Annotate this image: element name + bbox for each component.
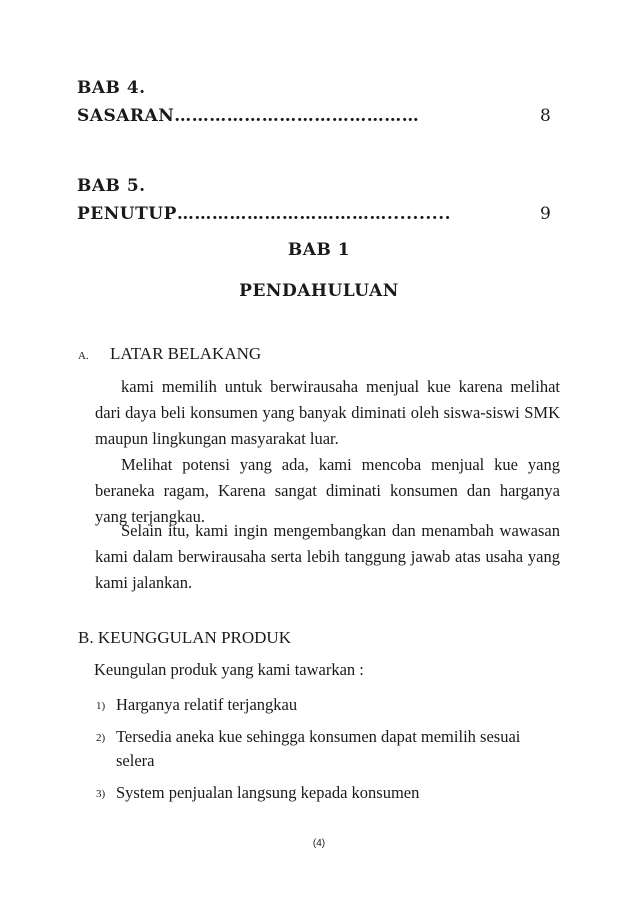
paragraph: Melihat potensi yang ada, kami mencoba menjual kue yang beraneka ragam, Karena sangat diminati konsumen dan harganya yang terjangkau. [95, 455, 560, 526]
section-b-intro: Keungulan produk yang kami tawarkan : [94, 660, 364, 679]
toc-bab5-title: PENUTUP……………………………….......... [77, 204, 452, 224]
paragraph: kami memilih untuk berwirausaha menjual kue karena melihat dari daya beli konsumen yang banyak diminati oleh siswa-siswi SMK maupun lingkungan masyarakat luar. [95, 377, 560, 448]
list-item: Tersedia aneka kue sehingga konsumen dapat memilih sesuai selera [116, 727, 521, 770]
list-item: Harganya relatif terjangkau [116, 695, 298, 714]
toc-bab5-page: 9 [540, 204, 551, 224]
list-item-number: 1) [96, 700, 106, 712]
toc-bab4-title: SASARAN…………………………………… [77, 106, 420, 126]
list-item-number: 3) [96, 788, 106, 800]
paragraph: Selain itu, kami ingin mengembangkan dan menambah wawasan kami dalam berwirausaha serta lebih tanggung jawab atas usaha yang kami jalankan. [95, 521, 560, 592]
page-number: (4) [312, 838, 326, 849]
toc-bab5-label: BAB 5. [77, 176, 146, 196]
list-item-number: 2) [96, 732, 106, 744]
toc-bab4-label: BAB 4. [77, 78, 146, 98]
chapter-number: BAB 1 [287, 240, 351, 260]
section-b-title: B. KEUNGGULAN PRODUK [78, 628, 291, 647]
section-a-letter: A. [78, 350, 89, 362]
section-a-title: LATAR BELAKANG [110, 344, 262, 363]
chapter-title: PENDAHULUAN [239, 281, 399, 301]
toc-bab4-page: 8 [540, 106, 551, 126]
list-item: System penjualan langsung kepada konsumen [116, 783, 420, 802]
